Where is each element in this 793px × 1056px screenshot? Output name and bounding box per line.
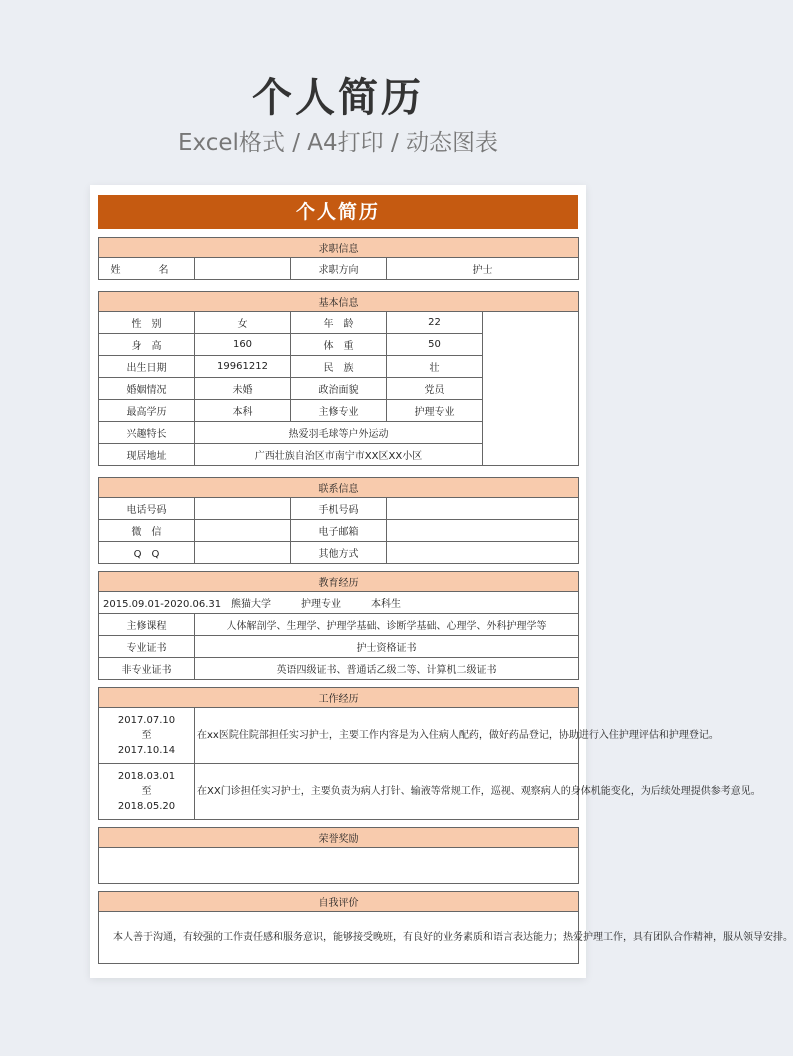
- education-school: 熊猫大学: [231, 599, 271, 610]
- other-cert-label: 非专业证书: [99, 658, 195, 680]
- mobile-value[interactable]: [387, 498, 579, 520]
- age-label: 年 龄: [291, 312, 387, 334]
- address-label: 现居地址: [99, 444, 195, 466]
- courses-value[interactable]: 人体解剖学、生理学、护理学基础、诊断学基础、心理学、外科护理学等: [195, 614, 579, 636]
- major-label: 主修专业: [291, 400, 387, 422]
- age-value[interactable]: 22: [387, 312, 483, 334]
- email-label: 电子邮箱: [291, 520, 387, 542]
- work-1-start: 2017.07.10: [117, 715, 176, 726]
- section-contact: 联系信息: [99, 478, 579, 498]
- other-contact-value[interactable]: [387, 542, 579, 564]
- gender-value[interactable]: 女: [195, 312, 291, 334]
- other-cert-value[interactable]: 英语四级证书、普通话乙级二等、计算机二级证书: [195, 658, 579, 680]
- section-job-intent: 求职信息: [99, 238, 579, 258]
- work-1-period: [99, 708, 195, 764]
- resume-table: [98, 237, 793, 964]
- spacer: [99, 466, 579, 478]
- cert-value[interactable]: 护士资格证书: [195, 636, 579, 658]
- name-value[interactable]: [195, 258, 291, 280]
- spacer: [99, 884, 579, 892]
- spacer: [99, 820, 579, 828]
- height-value[interactable]: 160: [195, 334, 291, 356]
- degree-value[interactable]: 本科: [195, 400, 291, 422]
- photo-cell[interactable]: [483, 312, 579, 466]
- section-education: 教育经历: [99, 572, 579, 592]
- marital-value[interactable]: 未婚: [195, 378, 291, 400]
- marital-label: 婚姻情况: [99, 378, 195, 400]
- cert-label: 专业证书: [99, 636, 195, 658]
- section-work: 工作经历: [99, 688, 579, 708]
- direction-value[interactable]: 护士: [387, 258, 579, 280]
- phone-value[interactable]: [195, 498, 291, 520]
- spacer: [99, 280, 579, 292]
- phone-label: 电话号码: [99, 498, 195, 520]
- hobby-label: 兴趣特长: [99, 422, 195, 444]
- work-2-start: 2018.03.01: [117, 771, 176, 782]
- birth-value[interactable]: 19961212: [195, 356, 291, 378]
- work-1-end: 2017.10.14: [117, 745, 176, 756]
- major-value[interactable]: 护理专业: [387, 400, 483, 422]
- courses-label: 主修课程: [99, 614, 195, 636]
- wechat-value[interactable]: [195, 520, 291, 542]
- self-eval-content[interactable]: 本人善于沟通，有较强的工作责任感和服务意识，能够接受晚班，有良好的业务素质和语言表达能力；热爱护理工作，具有团队合作精神，服从领导安排。: [99, 912, 579, 964]
- hobby-value[interactable]: 热爱羽毛球等户外运动: [195, 422, 483, 444]
- work-2-desc[interactable]: 在XX门诊担任实习护士，主要负责为病人打针、输液等常规工作，巡视、观察病人的身体机能变化，为后续处理提供参考意见。: [195, 764, 579, 820]
- wechat-label: 微 信: [99, 520, 195, 542]
- qq-label: Q Q: [99, 542, 195, 564]
- direction-label: 求职方向: [291, 258, 387, 280]
- birth-label: 出生日期: [99, 356, 195, 378]
- mobile-label: 手机号码: [291, 498, 387, 520]
- work-2-period: [99, 764, 195, 820]
- ethnic-value[interactable]: 壮: [387, 356, 483, 378]
- name-label: 姓 名: [99, 258, 195, 280]
- page-subtitle: Excel格式 / A4打印 / 动态图表: [177, 130, 499, 156]
- education-row[interactable]: [99, 592, 579, 614]
- resume-sheet: [90, 185, 793, 978]
- gender-label: 性 别: [99, 312, 195, 334]
- political-value[interactable]: 党员: [387, 378, 483, 400]
- work-2-to: 至: [141, 786, 152, 797]
- weight-value[interactable]: 50: [387, 334, 483, 356]
- political-label: 政治面貌: [291, 378, 387, 400]
- education-major: 护理专业: [301, 599, 341, 610]
- resume-title: 个人简历: [98, 195, 578, 229]
- work-1-to: 至: [141, 730, 152, 741]
- work-2-end: 2018.05.20: [117, 801, 176, 812]
- email-value[interactable]: [387, 520, 579, 542]
- section-self-eval: 自我评价: [99, 892, 579, 912]
- address-value[interactable]: 广西壮族自治区市南宁市XX区XX小区: [195, 444, 483, 466]
- spacer: [99, 680, 579, 688]
- spacer: [99, 564, 579, 572]
- height-label: 身 高: [99, 334, 195, 356]
- education-period: 2015.09.01-2020.06.31: [103, 599, 222, 610]
- qq-value[interactable]: [195, 542, 291, 564]
- section-basic-info: 基本信息: [99, 292, 579, 312]
- page-title: 个人简历: [252, 75, 424, 121]
- other-contact-label: 其他方式: [291, 542, 387, 564]
- ethnic-label: 民 族: [291, 356, 387, 378]
- weight-label: 体 重: [291, 334, 387, 356]
- degree-label: 最高学历: [99, 400, 195, 422]
- section-honors: 荣誉奖励: [99, 828, 579, 848]
- honors-content[interactable]: [99, 848, 579, 884]
- work-1-desc[interactable]: 在xx医院住院部担任实习护士，主要工作内容是为入住病人配药，做好药品登记，协助进行入住护理评估和护理登记。: [195, 708, 579, 764]
- education-degree: 本科生: [371, 599, 401, 610]
